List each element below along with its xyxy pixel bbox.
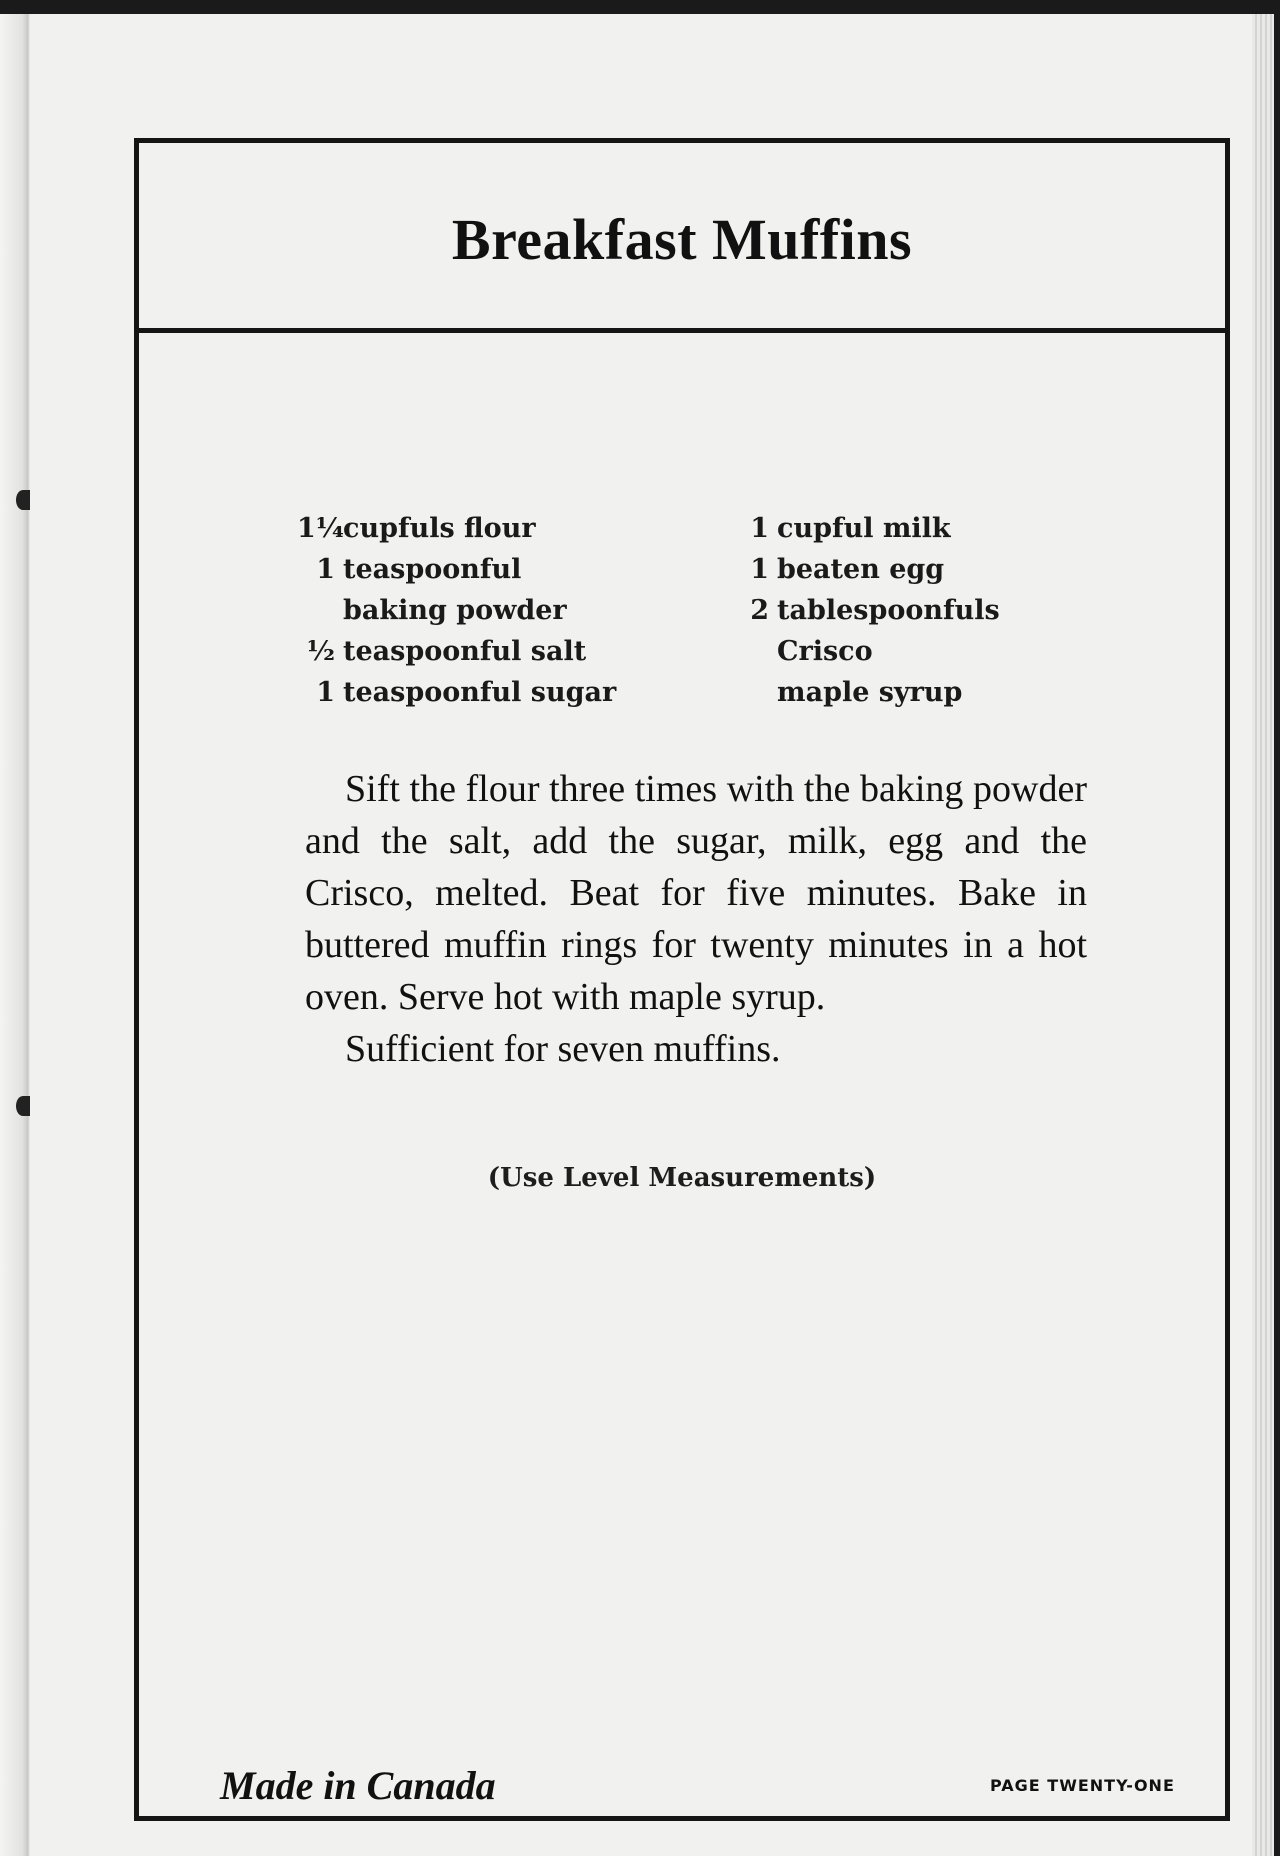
ingredient-text: cupful milk (777, 513, 951, 544)
ingredient-line (747, 508, 1000, 549)
ingredient-text: teaspoonful salt (343, 636, 587, 667)
binding-staple-mark (16, 1096, 30, 1116)
ingredients-left-column (297, 508, 616, 713)
title-band (139, 143, 1225, 333)
ingredient-text: teaspoonful (343, 554, 522, 585)
measurement-note: (Use Level Measurements) (487, 1163, 877, 1193)
ingredient-quantity (297, 590, 343, 631)
ingredient-quantity (747, 672, 777, 713)
ingredient-text: beaten egg (777, 554, 945, 585)
ingredient-quantity: 1 (750, 513, 769, 544)
ingredients-right-column (747, 508, 1000, 713)
ingredient-line (297, 672, 616, 713)
ingredient-quantity: ½ (306, 636, 335, 667)
ingredient-line (747, 672, 1000, 713)
method-paragraph: Sift the flour three times with the baking powder and the salt, add the sugar, milk, egg and the Crisco, melted. Beat for five minutes. Bake in buttered muffin rings for twenty minutes in a hot oven. Serve hot with maple syrup. (305, 768, 1087, 1018)
ingredient-line (297, 631, 616, 672)
ingredient-quantity: 1 (316, 554, 335, 585)
ingredient-line (297, 590, 616, 631)
ingredient-line (297, 549, 616, 590)
ingredient-quantity: 1¼ (297, 513, 344, 544)
ingredient-quantity: 2 (750, 595, 769, 626)
made-in-canada-label: Made in Canada (220, 1763, 496, 1808)
ingredient-text: baking powder (343, 595, 567, 626)
ingredient-text: teaspoonful sugar (343, 677, 617, 708)
yield-statement: Sufficient for seven muffins. (345, 1028, 781, 1070)
page-number: PAGE TWENTY-ONE (990, 1776, 1175, 1795)
book-binding-edge (0, 14, 30, 1856)
ingredient-line (297, 508, 616, 549)
method-instructions (305, 763, 1087, 1075)
binding-staple-mark (16, 490, 30, 510)
ingredient-quantity (747, 631, 777, 672)
ingredient-text: cupfuls flour (343, 513, 536, 544)
recipe-title: Breakfast Muffins (451, 207, 913, 272)
ingredient-quantity: 1 (750, 554, 769, 585)
ingredient-text: Crisco (777, 636, 873, 667)
recipe-frame (134, 138, 1230, 1821)
ingredient-line (747, 631, 1000, 672)
ingredient-text: tablespoonfuls (777, 595, 1000, 626)
ingredient-text: maple syrup (777, 677, 963, 708)
ingredient-line (747, 549, 1000, 590)
ingredient-quantity: 1 (316, 677, 335, 708)
ingredient-line (747, 590, 1000, 631)
page-stack-edges (1252, 14, 1274, 1856)
